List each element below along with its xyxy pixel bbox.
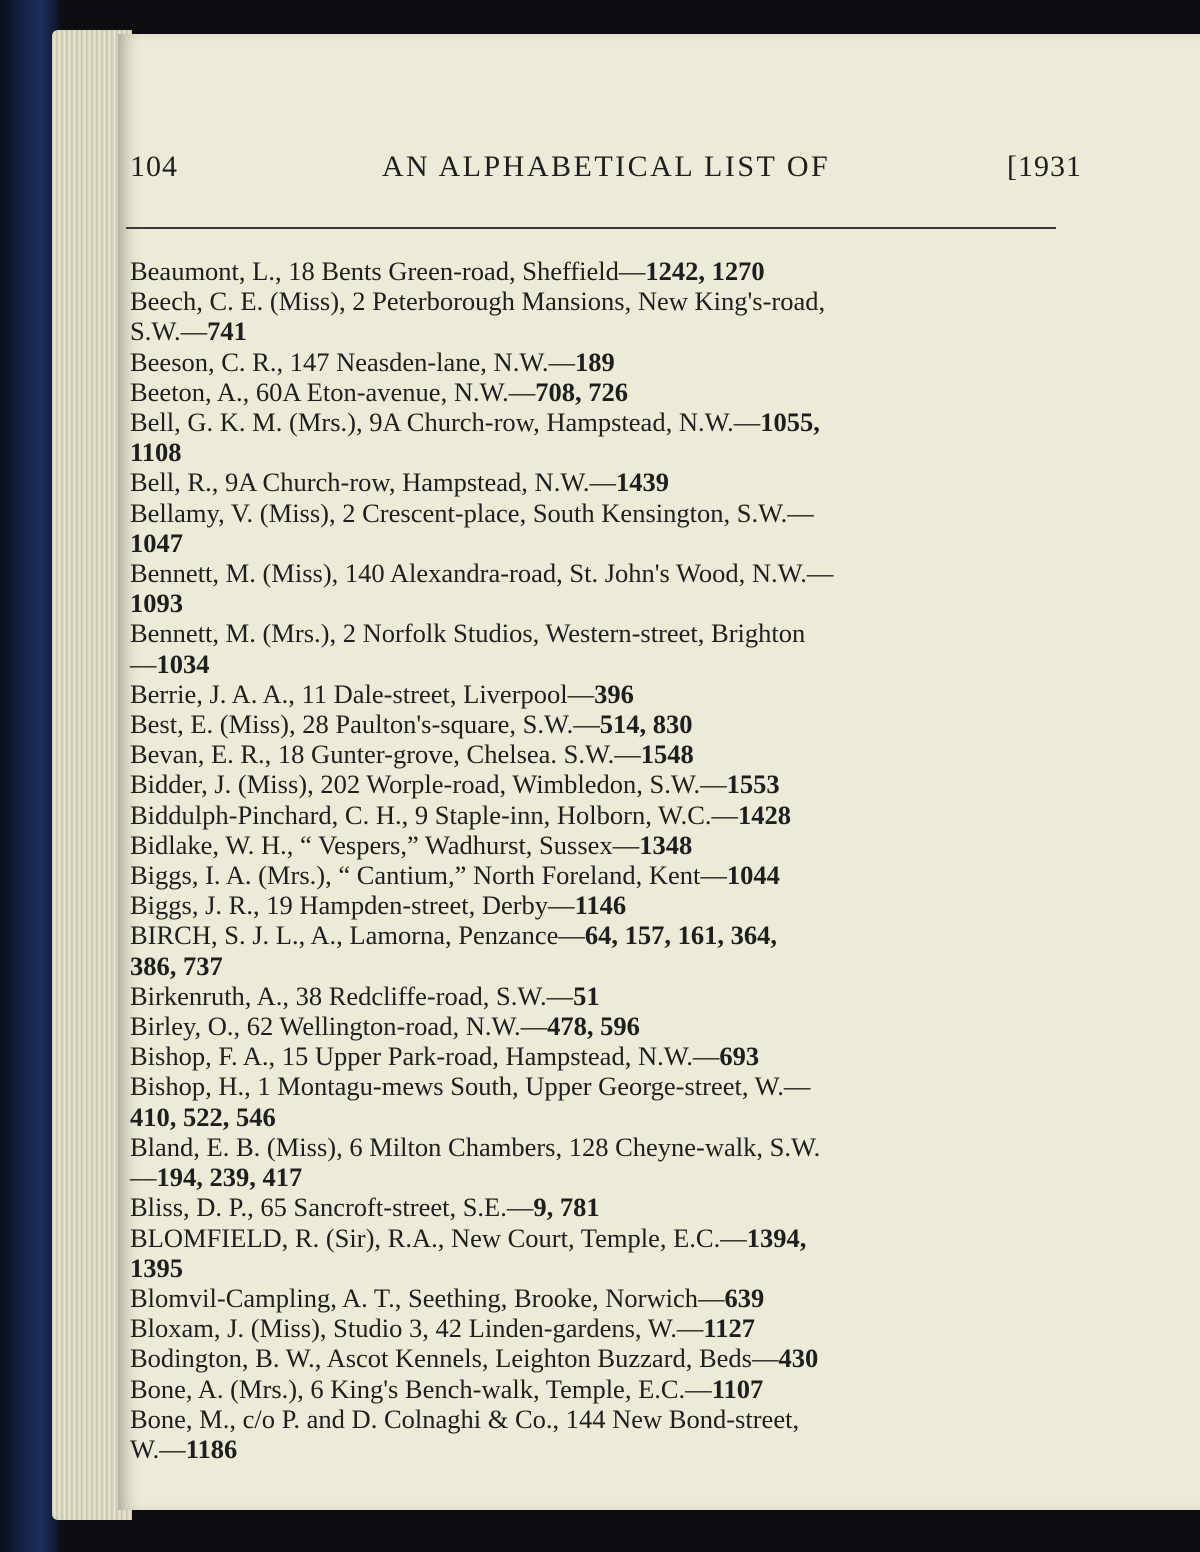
entry-text: Bone, A. (Mrs.), 6 King's Bench-walk, Temple, E.C.— xyxy=(130,1373,712,1404)
list-item xyxy=(130,558,1074,618)
entry-continuation xyxy=(130,437,1074,468)
entry-text: Berrie, J. A. A., 11 Dale-street, Liverpool— xyxy=(130,678,595,709)
list-item xyxy=(130,1192,1074,1222)
catalogue-numbers: 1394, xyxy=(746,1222,807,1253)
entry-continuation xyxy=(130,316,1074,347)
entry-text: Bodington, B. W., Ascot Kennels, Leighton Buzzard, Beds— xyxy=(130,1343,779,1374)
list-item xyxy=(130,256,1074,286)
entry-text-continued: — xyxy=(130,648,157,679)
list-item xyxy=(130,679,1074,709)
list-item xyxy=(130,830,1074,860)
catalogue-numbers: 1242, 1270 xyxy=(645,256,765,286)
page-number: 104 xyxy=(130,150,178,183)
catalogue-numbers: 51 xyxy=(573,980,600,1011)
catalogue-numbers: 1107 xyxy=(711,1373,764,1404)
list-item xyxy=(130,407,1074,467)
entry-text: Beech, C. E. (Miss), 2 Peterborough Mansions, New King's-road, xyxy=(130,286,826,317)
catalogue-numbers-continued: 741 xyxy=(207,316,247,347)
list-item xyxy=(130,467,1074,497)
catalogue-numbers-continued: 1034 xyxy=(156,648,210,679)
list-item xyxy=(130,1374,1074,1404)
entry-text: Bliss, D. P., 65 Sancroft-street, S.E.— xyxy=(130,1192,534,1223)
entry-text: Bishop, F. A., 15 Upper Park-road, Hampstead, N.W.— xyxy=(130,1041,720,1072)
entry-text: Bennett, M. (Miss), 140 Alexandra-road, St. John's Wood, N.W.— xyxy=(130,558,834,589)
entry-continuation xyxy=(130,1252,1074,1283)
catalogue-numbers: 1146 xyxy=(574,890,627,921)
entry-text: Beeton, A., 60A Eton-avenue, N.W.— xyxy=(130,376,536,407)
header-rule xyxy=(126,227,1056,229)
catalogue-numbers: 1548 xyxy=(640,739,694,770)
entry-text: Bone, M., c/o P. and D. Colnaghi & Co., 144 New Bond-street, xyxy=(130,1403,800,1434)
running-year: [1931 xyxy=(1007,150,1082,183)
list-item xyxy=(130,1283,1074,1313)
list-item xyxy=(130,1343,1074,1373)
list-item xyxy=(130,800,1074,830)
catalogue-numbers: 478, 596 xyxy=(547,1011,640,1042)
list-item xyxy=(130,1071,1074,1131)
list-item xyxy=(130,709,1074,739)
entry-text: Bidder, J. (Miss), 202 Worple-road, Wimbledon, S.W.— xyxy=(130,769,727,800)
entry-continuation xyxy=(130,588,1074,619)
catalogue-numbers: 708, 726 xyxy=(535,376,629,407)
catalogue-numbers-continued: 194, 239, 417 xyxy=(156,1162,303,1193)
entry-text: Bevan, E. R., 18 Gunter-grove, Chelsea. S.W.— xyxy=(130,739,641,770)
catalogue-numbers: 64, 157, 161, 364, xyxy=(584,920,777,951)
entry-continuation xyxy=(130,648,1074,679)
catalogue-numbers-continued: 1047 xyxy=(130,527,183,558)
list-item xyxy=(130,860,1074,890)
entry-text: Biggs, J. R., 19 Hampden-street, Derby— xyxy=(130,890,575,921)
catalogue-numbers-continued: 1093 xyxy=(130,588,183,619)
catalogue-numbers: 396 xyxy=(594,678,634,709)
entry-text: Biggs, I. A. (Mrs.), “ Cantium,” North Foreland, Kent— xyxy=(130,860,727,891)
book-cover-edge xyxy=(0,0,60,1552)
catalogue-numbers: 1044 xyxy=(726,860,780,891)
entry-text-continued: — xyxy=(130,1162,157,1193)
entry-continuation xyxy=(130,527,1074,558)
entry-text: Bidlake, W. H., “ Vespers,” Wadhurst, Sussex— xyxy=(130,829,640,860)
entry-list xyxy=(130,256,1074,1464)
entry-text: Biddulph-Pinchard, C. H., 9 Staple-inn, Holborn, W.C.— xyxy=(130,799,739,830)
entry-continuation xyxy=(130,1101,1074,1132)
entry-text: Beeson, C. R., 147 Neasden-lane, N.W.— xyxy=(130,346,576,377)
catalogue-numbers-continued: 386, 737 xyxy=(130,950,223,981)
catalogue-numbers: 1428 xyxy=(738,799,792,830)
list-item xyxy=(130,981,1074,1011)
entry-text: BIRCH, S. J. L., A., Lamorna, Penzance— xyxy=(130,920,585,951)
entry-text: Best, E. (Miss), 28 Paulton's-square, S.W.— xyxy=(130,709,600,740)
entry-text: Beaumont, L., 18 Bents Green-road, Sheffield— xyxy=(130,256,646,286)
list-item xyxy=(130,1132,1074,1192)
catalogue-numbers: 1055, xyxy=(760,407,820,438)
catalogue-numbers: 1348 xyxy=(639,829,693,860)
list-item xyxy=(130,890,1074,920)
catalogue-numbers: 693 xyxy=(719,1041,760,1072)
entry-text: Blomvil-Campling, A. T., Seething, Brooke, Norwich— xyxy=(130,1282,725,1313)
entry-text-continued: W.— xyxy=(130,1433,186,1464)
catalogue-numbers: 430 xyxy=(778,1343,819,1374)
entry-text: Birley, O., 62 Wellington-road, N.W.— xyxy=(130,1011,548,1042)
list-item xyxy=(130,1223,1074,1283)
list-item xyxy=(130,286,1074,346)
entry-text: BLOMFIELD, R. (Sir), R.A., New Court, Temple, E.C.— xyxy=(130,1222,747,1253)
running-title: AN ALPHABETICAL LIST OF xyxy=(381,150,831,183)
list-item xyxy=(130,347,1074,377)
running-head xyxy=(130,150,1082,196)
catalogue-numbers-continued: 410, 522, 546 xyxy=(130,1101,276,1132)
catalogue-numbers-continued: 1186 xyxy=(185,1433,238,1464)
catalogue-numbers: 639 xyxy=(724,1282,765,1313)
list-item xyxy=(130,739,1074,769)
entry-text: Bloxam, J. (Miss), Studio 3, 42 Linden-gardens, W.— xyxy=(130,1313,704,1344)
list-item xyxy=(130,377,1074,407)
catalogue-numbers-continued: 1395 xyxy=(130,1252,183,1283)
catalogue-numbers-continued: 1108 xyxy=(130,437,182,468)
catalogue-numbers: 189 xyxy=(575,346,615,377)
catalogue-numbers: 1553 xyxy=(726,769,780,800)
entry-continuation xyxy=(130,1433,1074,1464)
list-item xyxy=(130,769,1074,799)
entry-text: Bell, R., 9A Church-row, Hampstead, N.W.— xyxy=(130,467,617,498)
list-item xyxy=(130,1313,1074,1343)
list-item xyxy=(130,1011,1074,1041)
entry-text: Bland, E. B. (Miss), 6 Milton Chambers, 128 Cheyne-walk, S.W. xyxy=(130,1131,821,1162)
entry-text-continued: S.W.— xyxy=(130,316,208,347)
list-item xyxy=(130,920,1074,980)
list-item xyxy=(130,498,1074,558)
catalogue-numbers: 514, 830 xyxy=(599,709,693,740)
list-item xyxy=(130,1404,1074,1464)
list-item xyxy=(130,1041,1074,1071)
list-item xyxy=(130,618,1074,678)
entry-continuation xyxy=(130,950,1074,981)
entry-text: Bennett, M. (Mrs.), 2 Norfolk Studios, Western-street, Brighton xyxy=(130,618,806,649)
entry-text: Bellamy, V. (Miss), 2 Crescent-place, South Kensington, S.W.— xyxy=(130,497,814,528)
entry-text: Bishop, H., 1 Montagu-mews South, Upper George-street, W.— xyxy=(130,1071,811,1102)
catalogue-numbers: 1127 xyxy=(703,1313,755,1344)
entry-continuation xyxy=(130,1162,1074,1193)
catalogue-numbers: 9, 781 xyxy=(533,1192,600,1223)
entry-text: Bell, G. K. M. (Mrs.), 9A Church-row, Hampstead, N.W.— xyxy=(130,407,761,438)
entry-text: Birkenruth, A., 38 Redcliffe-road, S.W.— xyxy=(130,980,574,1011)
catalogue-numbers: 1439 xyxy=(616,467,670,498)
